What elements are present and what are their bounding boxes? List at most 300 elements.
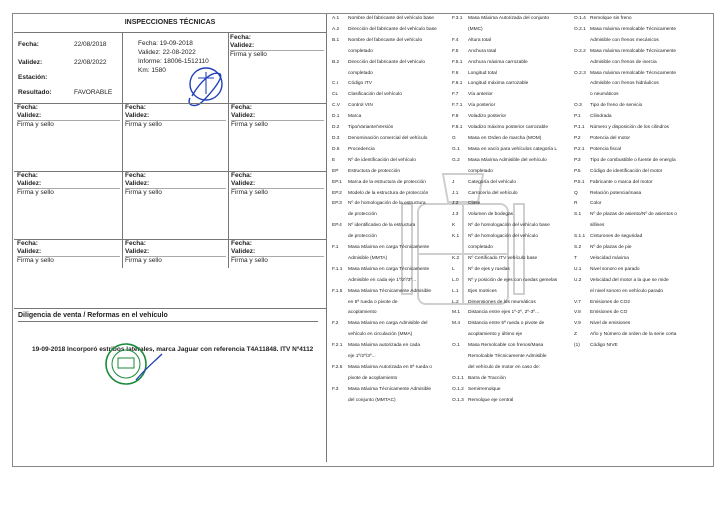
code-id: O.1.2 [452, 386, 464, 392]
code-id: F.7.1 [452, 103, 463, 109]
divider [122, 32, 123, 268]
code-description: Nº de plazas de asiento/Nº de asientos o [590, 212, 677, 218]
code-id: U.1 [574, 266, 582, 272]
code-row [452, 363, 574, 374]
code-id: Z [574, 332, 577, 338]
code-row [574, 178, 708, 189]
code-id: P.5.1 [574, 179, 585, 185]
code-id [452, 330, 468, 341]
code-id [332, 298, 348, 309]
code-description: Velocidad del motor a la que se mide [590, 277, 669, 283]
code-row [452, 330, 574, 341]
inspection-cell [231, 104, 324, 129]
code-row [452, 47, 574, 58]
field-codes-panel [328, 14, 712, 462]
code-description: eje 1º/2º/3º... [348, 354, 376, 360]
code-row [452, 79, 574, 90]
code-row [332, 47, 452, 58]
code-row [332, 363, 452, 374]
code-row [452, 69, 574, 80]
code-id: B.1 [332, 37, 340, 43]
code-id: K.2 [452, 255, 460, 261]
code-row [574, 112, 708, 123]
code-description: Marca de la estructura de protección [348, 179, 426, 185]
first-cell-3 [230, 34, 324, 59]
code-id: T [574, 255, 577, 261]
code-id: L.0 [452, 277, 459, 283]
code-description: Emisiones de CO2 [590, 299, 630, 305]
code-id: EP [332, 168, 339, 174]
code-row [452, 221, 574, 232]
code-row [332, 58, 452, 69]
code-row [332, 243, 452, 254]
validez-label: Validez: [231, 111, 256, 119]
validez-label: Validez: [17, 247, 42, 255]
code-id [332, 330, 348, 341]
validez-label: Validez: [231, 247, 256, 255]
code-row [574, 123, 708, 134]
code-id [574, 36, 590, 47]
firma-label: Firma y sello [231, 120, 324, 129]
code-description: Masa Máxima Técnicamente Admisible [348, 386, 432, 392]
firma-label: Firma y sello [125, 256, 226, 265]
code-description: Nombre del fabricante del vehículo [348, 37, 423, 43]
code-description: Nº de homologación del vehículo base [468, 223, 550, 229]
code-id: O.2.3 [574, 70, 586, 76]
code-row [332, 308, 452, 319]
validez-value: 22/08/2022 [74, 59, 107, 66]
code-id: F.2.1 [332, 343, 343, 349]
code-description: sillines [590, 223, 605, 229]
code-id: E [332, 157, 336, 163]
code-row [452, 265, 574, 276]
code-description: acoplamiento [348, 310, 377, 316]
code-description: Marca [348, 114, 362, 120]
code-description: Voladizo máximo posterior carrozable [468, 125, 548, 131]
code-id: P.3 [574, 157, 581, 163]
code-row [452, 156, 574, 167]
code-id: P.1 [574, 114, 581, 120]
code-row [332, 352, 452, 363]
fecha-label: Fecha: [17, 172, 38, 179]
code-row [574, 265, 708, 276]
code-row [332, 178, 452, 189]
code-row [452, 385, 574, 396]
code-row [574, 189, 708, 200]
code-id: F.8.1 [452, 125, 463, 131]
code-description: Modelo de la estructura de protección [348, 190, 429, 196]
code-description: Cilindrada [590, 114, 612, 120]
code-row [332, 134, 452, 145]
code-id [574, 90, 590, 101]
code-id: U.2 [574, 277, 582, 283]
validez-label: Validez: [125, 247, 150, 255]
code-description: Anchura total [468, 48, 497, 54]
code-row [332, 396, 452, 407]
code-id: S.1 [574, 212, 582, 218]
code-row [332, 199, 452, 210]
firma-label: Firma y sello [231, 188, 324, 197]
code-id: J.1 [452, 190, 459, 196]
code-description: Procedencia [348, 146, 375, 152]
stamp-validez: Validez: 22-08-2022 [138, 49, 196, 56]
inspection-cell [231, 240, 324, 265]
code-description: Ejes motrices [468, 288, 497, 294]
code-id [452, 363, 468, 374]
code-description: Nivel de emisiones [590, 321, 631, 327]
code-id: F.2 [332, 321, 339, 327]
code-id: F.7 [452, 92, 459, 98]
code-row [332, 319, 452, 330]
code-description: Remolcable Técnicamente Admisible [468, 354, 547, 360]
fecha-value: 22/08/2018 [74, 41, 107, 48]
code-row [332, 101, 452, 112]
code-description: acoplamiento y último eje [468, 332, 523, 338]
code-row [452, 374, 574, 385]
code-row [452, 58, 574, 69]
code-description: Anchura máxima carrozable [468, 59, 528, 65]
code-description: completado [468, 168, 493, 174]
code-description: Relación potencia/masa [590, 190, 642, 196]
code-row [574, 254, 708, 265]
code-row [332, 298, 452, 309]
code-id: P.1.1 [574, 125, 585, 131]
code-description: Vía posterior [468, 103, 496, 109]
validez-label: Validez: [125, 179, 150, 187]
code-row [574, 134, 708, 145]
code-description: completado [348, 48, 373, 54]
codes-column-1 [332, 14, 452, 407]
divider [18, 321, 318, 322]
codes-column-2 [452, 14, 574, 407]
code-row [452, 112, 574, 123]
code-row [332, 330, 452, 341]
code-description: Clase [468, 201, 481, 207]
code-id [332, 47, 348, 58]
code-row [452, 232, 574, 243]
codes-column-3 [574, 14, 708, 352]
code-id: S.2 [574, 245, 582, 251]
code-description: Tipo/Variante/Versión [348, 125, 394, 131]
code-row [574, 232, 708, 243]
code-id [574, 79, 590, 90]
code-row [452, 308, 574, 319]
code-id: EP.2 [332, 190, 342, 196]
code-description: Tipo de combustible o fuente de energía [590, 157, 676, 163]
code-row [332, 25, 452, 36]
code-description: Categoría del vehículo [468, 179, 516, 185]
stamp-fecha: Fecha: 19-09-2018 [138, 40, 193, 47]
code-description: Año y Número de orden de la serie corta [590, 332, 677, 338]
inspection-cell [125, 104, 226, 129]
estacion-label: Estación: [18, 74, 48, 81]
code-row [452, 178, 574, 189]
code-description: Potencia fiscal [590, 146, 621, 152]
code-description: Emisiones de CO [590, 310, 628, 316]
code-description: Distancia entre 5ª rueda o pivote de [468, 321, 545, 327]
code-description: pivote de acoplamiento [348, 375, 398, 381]
code-id: EP.4 [332, 223, 342, 229]
code-id: O.1.1 [452, 375, 464, 381]
code-id: P.2 [574, 135, 581, 141]
code-description: Masa Máxima Autorizada del conjunto [468, 16, 550, 21]
code-description: el nivel sonoro en vehículo parado [590, 288, 664, 294]
code-description: Altura total [468, 37, 491, 43]
code-id: K [452, 223, 456, 229]
code-row [452, 287, 574, 298]
inspection-cell [17, 172, 120, 197]
code-description: Control VIN [348, 103, 373, 109]
code-row [332, 385, 452, 396]
fecha-label: Fecha: [18, 41, 39, 48]
inspection-cell [231, 172, 324, 197]
code-description: Nº y posición de ejes con ruedas gemelas [468, 277, 558, 283]
code-id: O.1.3 [452, 397, 464, 403]
code-description: Masa Máxima en carga Técnicamente [348, 245, 430, 251]
code-row [452, 189, 574, 200]
diligencia-text: 19-09-2018 Incorporó estribos laterales, marca Jaguar con referencia T4A11848. ITV Nº4112 [32, 346, 314, 353]
code-id: O.3 [574, 103, 582, 109]
code-id: F.5.1 [452, 59, 463, 65]
firma-label: Firma y sello [230, 50, 324, 59]
code-id: G [452, 135, 456, 141]
code-id: D.1 [332, 114, 340, 120]
code-description: Clasificación del vehículo [348, 92, 402, 98]
code-id: F.5 [452, 48, 459, 54]
code-row [452, 101, 574, 112]
code-id: (1) [574, 343, 580, 349]
code-row [332, 14, 452, 25]
code-id: F.6 [452, 70, 459, 76]
code-description: Longitud máxima carrozable [468, 81, 529, 87]
code-row [574, 36, 708, 47]
code-row [332, 112, 452, 123]
code-description: Carrocería del vehículo [468, 190, 518, 196]
code-row [452, 341, 574, 352]
firma-label: Firma y sello [125, 120, 226, 129]
code-id [332, 308, 348, 319]
code-description: Masa máxima remolcable Técnicamente [590, 26, 677, 32]
code-description: Masa máxima remolcable Técnicamente [590, 48, 677, 54]
code-id: F.1.5 [332, 288, 343, 294]
code-id: P.5 [574, 168, 581, 174]
code-id: C.I [332, 81, 339, 87]
code-description: Masa Máxima Autorizada en 5ª rueda o [348, 365, 432, 370]
code-description: Código ITV [348, 81, 372, 87]
code-id [332, 352, 348, 363]
code-row [332, 210, 452, 221]
inspection-cell [17, 240, 120, 265]
code-row [574, 14, 708, 25]
code-id: F.6.1 [452, 81, 463, 87]
code-row [574, 243, 708, 254]
code-row [574, 199, 708, 210]
code-id: L.2 [452, 299, 459, 305]
station-seal [96, 332, 166, 394]
code-id: Q [574, 190, 578, 196]
code-description: Semirremolque [468, 386, 501, 392]
code-description: completado [468, 245, 493, 251]
code-id: V.8 [574, 310, 581, 316]
code-id: G.2 [452, 157, 460, 163]
code-row [574, 156, 708, 167]
code-row [452, 167, 574, 178]
validez-label: Validez: [230, 41, 255, 49]
code-row [452, 319, 574, 330]
code-description: del vehículo de motor en caso de: [468, 365, 540, 370]
code-id: B.2 [332, 59, 340, 65]
code-row [574, 298, 708, 309]
code-description: Vía anterior [468, 92, 493, 98]
code-description: Nº identificativo de la estructura [348, 223, 416, 229]
code-row [332, 36, 452, 47]
code-row [332, 287, 452, 298]
firma-label: Firma y sello [125, 188, 226, 197]
validez-label: Validez: [125, 111, 150, 119]
code-row [574, 319, 708, 330]
divider [228, 32, 229, 268]
code-row [452, 396, 574, 407]
code-row [332, 79, 452, 90]
code-id: R [574, 201, 578, 207]
code-id: EP.1 [332, 179, 342, 185]
code-id [332, 69, 348, 80]
code-description: Nº de homologación de la estructura [348, 201, 426, 207]
code-row [574, 58, 708, 69]
code-description: Masa máxima remolcable Técnicamente [590, 70, 677, 76]
code-description: Código NIVE [590, 343, 618, 349]
code-row [574, 101, 708, 112]
code-description: Código de identificación del motor [590, 168, 663, 174]
code-description: Nº de homologación del vehículo [468, 234, 539, 240]
code-row [332, 145, 452, 156]
fecha-label: Fecha: [231, 104, 252, 111]
code-description: Dimensiones de los neumáticos [468, 299, 536, 305]
code-id: O.2.2 [574, 48, 586, 54]
code-id: S.1.1 [574, 234, 586, 240]
code-description: Masa Máxima en carga Admisible del [348, 321, 428, 327]
code-row [574, 276, 708, 287]
fecha-label: Fecha: [231, 172, 252, 179]
code-id: L [452, 266, 455, 272]
code-description: Admisible con frenos mecánicos [590, 37, 659, 43]
firma-label: Firma y sello [17, 120, 120, 129]
code-description: en 5ª rueda o pivote de [348, 299, 398, 305]
code-id: L.1 [452, 288, 459, 294]
code-description: Denominación comercial del vehículo [348, 135, 428, 141]
fecha-label: Fecha: [17, 104, 38, 111]
code-description: Masa en vacío para vehículos categoría L [468, 146, 558, 152]
diligencia-title: Diligencia de venta / Reformas en el vehículo [18, 312, 168, 319]
code-description: Nº de plazas de pie [590, 245, 632, 251]
code-description: o neumáticos [590, 92, 619, 98]
code-description: Masa Máxima en carga Técnicamente [348, 266, 430, 272]
code-id: A.2 [332, 26, 340, 32]
code-row [574, 79, 708, 90]
validez-label: Validez: [17, 111, 42, 119]
inspection-cell [17, 104, 120, 129]
code-description: Dirección del fabricante del vehículo base [348, 26, 437, 32]
stamp-km: Km: 1580 [138, 67, 166, 74]
code-description: Remolque sin freno [590, 16, 632, 21]
code-description: Nombre del fabricante del vehículo base [348, 16, 434, 21]
code-row [332, 254, 452, 265]
code-row [574, 308, 708, 319]
code-id [332, 254, 348, 265]
code-id: D.2 [332, 125, 340, 131]
code-row [574, 167, 708, 178]
fecha-label: Fecha: [230, 34, 251, 41]
code-row [452, 243, 574, 254]
code-id: J [452, 179, 455, 185]
code-id: M.1 [452, 310, 460, 316]
code-description: Admisible en cada eje 1º/2º/3º... [348, 277, 417, 283]
code-id [452, 243, 468, 254]
code-id [574, 287, 590, 298]
inspection-cell [125, 240, 226, 265]
code-description: Dirección del fabricante del vehículo [348, 59, 426, 65]
fecha-label: Fecha: [125, 240, 146, 247]
code-description: Estructura de protección [348, 168, 400, 174]
code-description: Potencia del motor [590, 135, 630, 141]
code-id: F.8 [452, 114, 459, 120]
code-description: Velocidad máxima [590, 255, 629, 261]
code-id [574, 221, 590, 232]
code-row [332, 265, 452, 276]
code-id: J.3 [452, 212, 459, 218]
code-description: Admisible (MMTA) [348, 255, 388, 261]
code-row [452, 14, 574, 25]
code-row [332, 189, 452, 200]
code-id [574, 58, 590, 69]
code-row [452, 145, 574, 156]
code-description: completado [348, 70, 373, 76]
code-id: O.1.4 [574, 16, 586, 21]
code-row [452, 276, 574, 287]
code-description: Masa Remolcable con frenos/Masa [468, 343, 544, 349]
code-id: K.1 [452, 234, 460, 240]
code-description: (MMC) [468, 26, 483, 32]
code-id: F.3.1 [452, 16, 463, 21]
code-id: A.1 [332, 16, 340, 21]
code-id: F.1.1 [332, 266, 343, 272]
code-id: D.6 [332, 146, 340, 152]
inspections-panel [14, 14, 327, 462]
code-description: Nº de identificación del vehículo [348, 157, 416, 163]
code-row [452, 25, 574, 36]
code-description: Barra de Tracción [468, 375, 506, 381]
code-id: P.2.1 [574, 146, 585, 152]
code-description: vehículo en circulación (MMA) [348, 332, 413, 338]
code-id: D.3 [332, 135, 340, 141]
code-description: Masa Máxima autorizada en cada [348, 343, 420, 349]
code-row [332, 374, 452, 385]
code-id: V.9 [574, 321, 581, 327]
code-description: de protección [348, 234, 377, 240]
code-id [332, 374, 348, 385]
code-row [332, 69, 452, 80]
code-description: Número y disposición de los cilindros [590, 125, 669, 131]
code-row [574, 69, 708, 80]
firma-label: Firma y sello [17, 188, 120, 197]
code-row [452, 352, 574, 363]
code-row [332, 276, 452, 287]
code-description: Masa en Orden de marcha (MOM) [468, 135, 542, 141]
code-row [452, 123, 574, 134]
code-row [574, 47, 708, 58]
validez-label: Validez: [18, 59, 43, 66]
code-row [452, 134, 574, 145]
